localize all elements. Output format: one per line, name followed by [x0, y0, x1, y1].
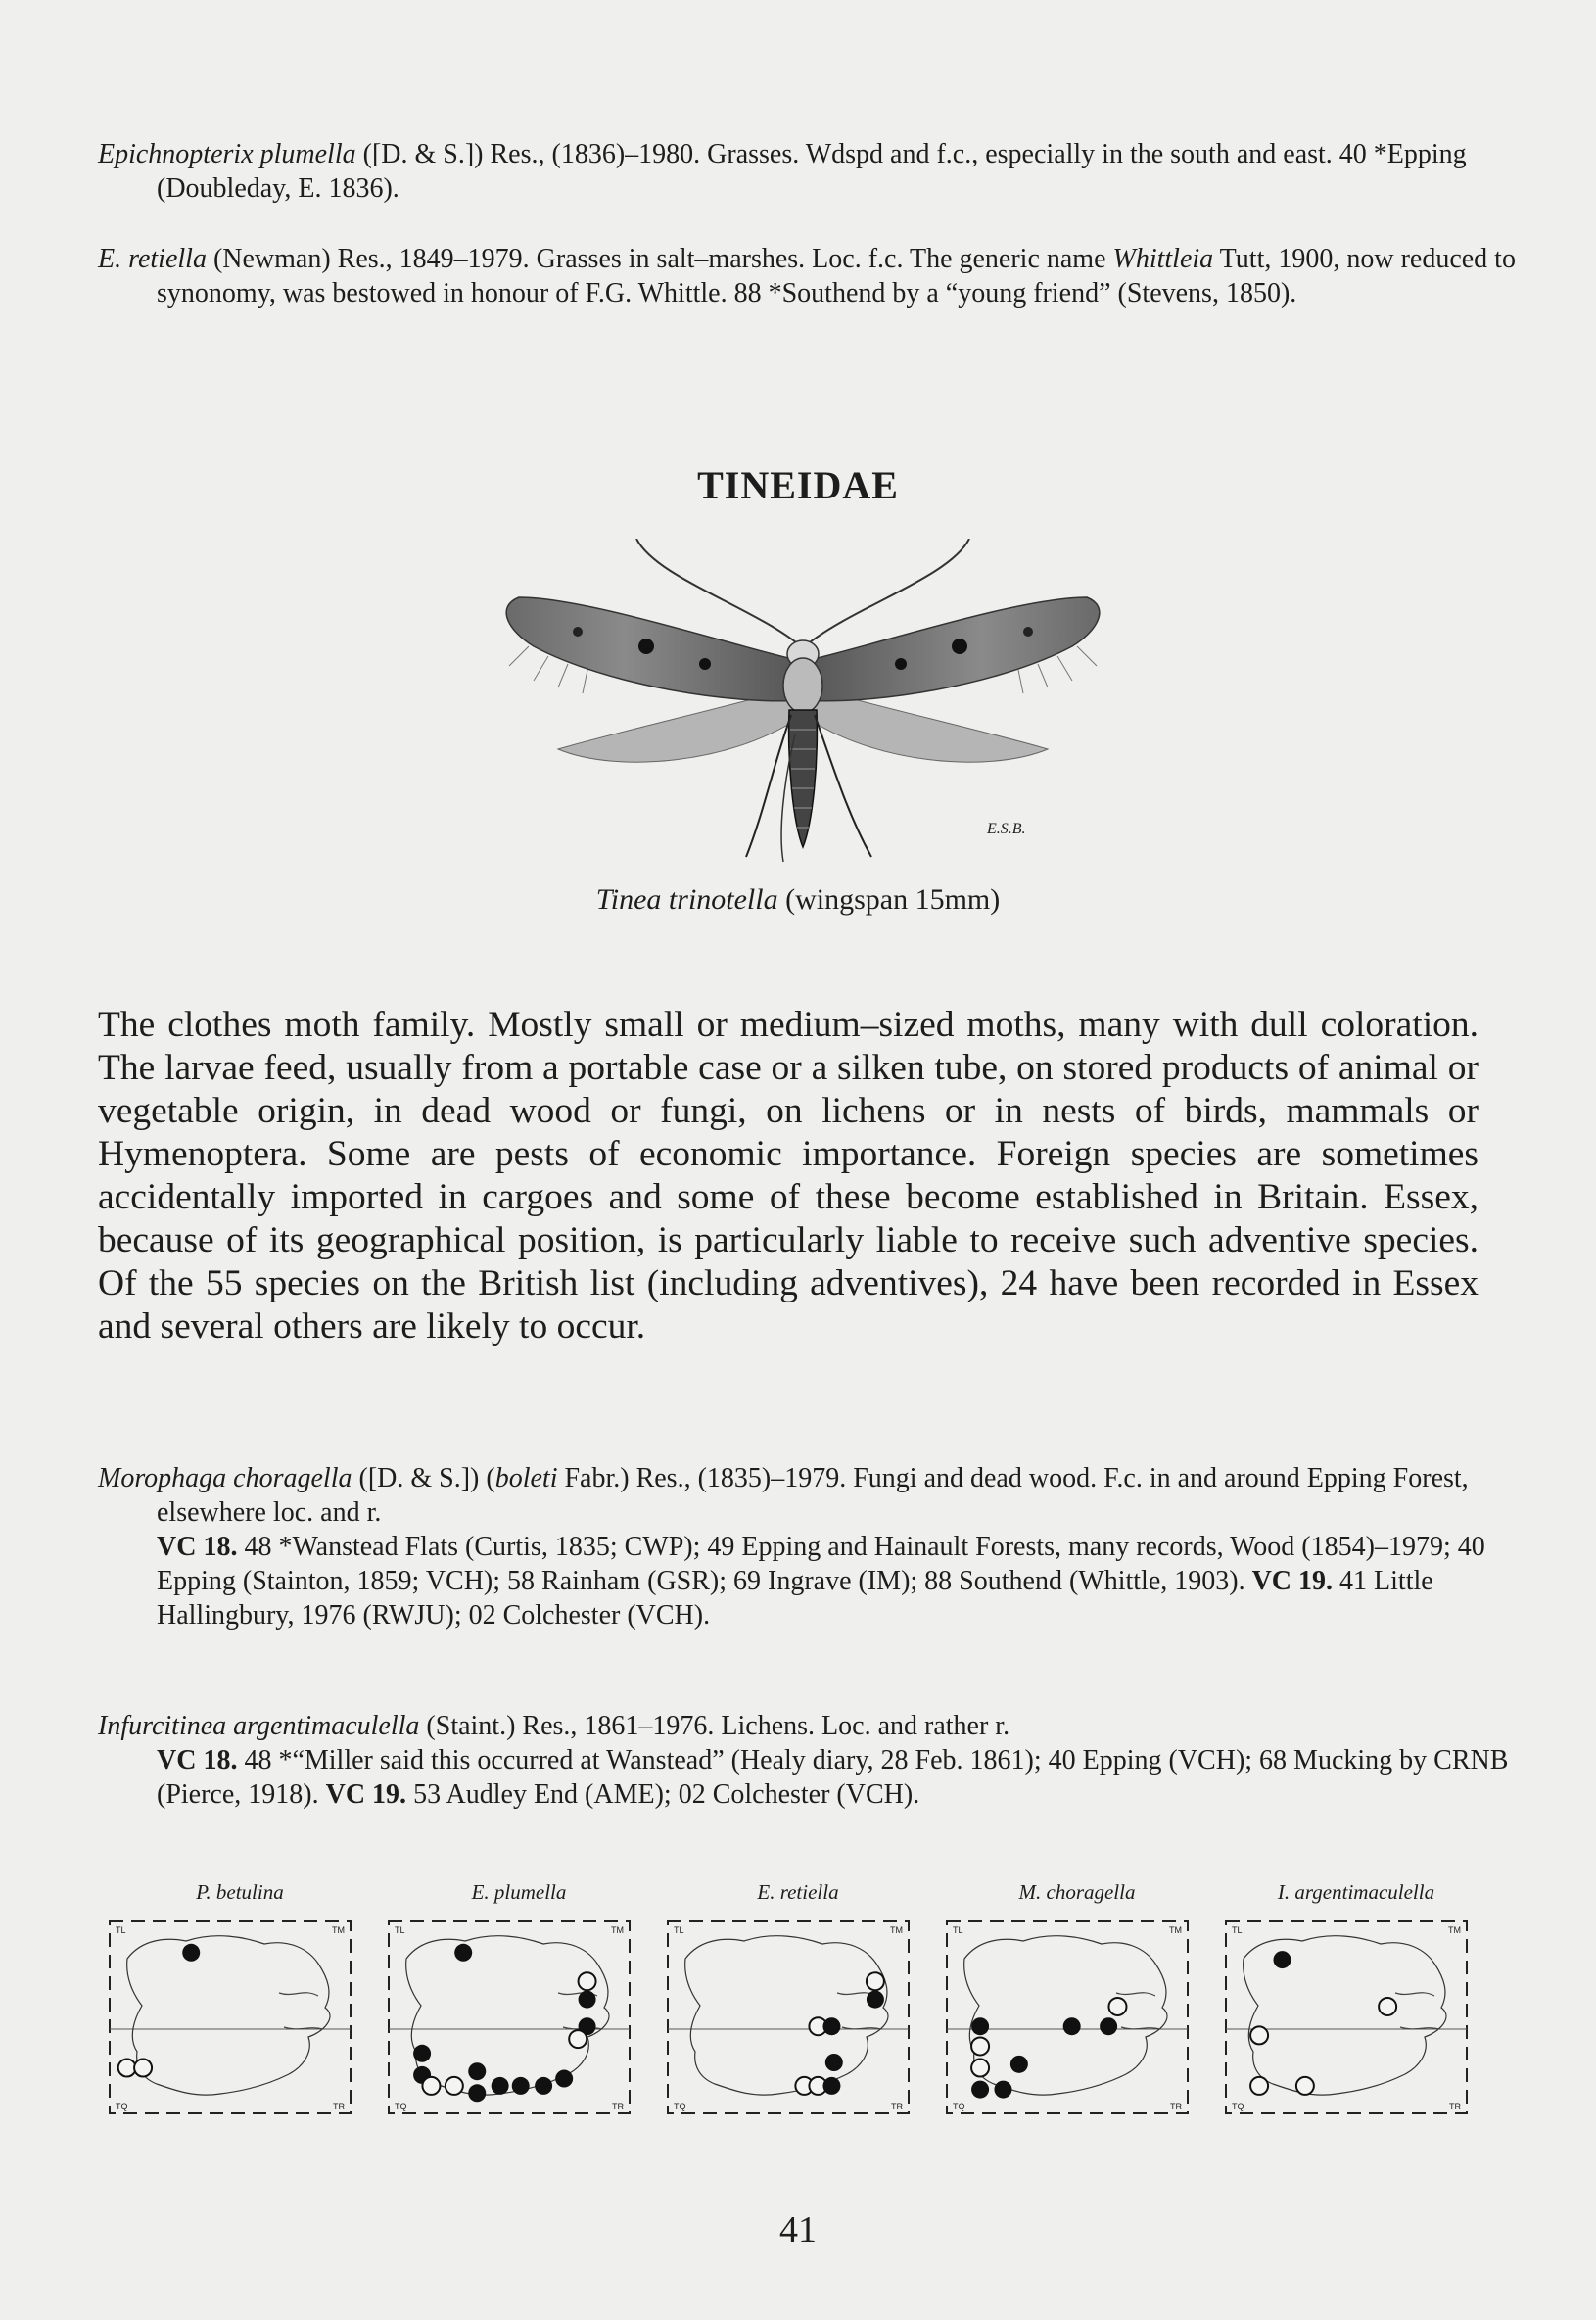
distribution-map	[1224, 1880, 1488, 2135]
record-dot-filled	[1100, 2017, 1117, 2035]
grid-square-label: TL	[395, 1925, 405, 1935]
species-entry-retiella	[98, 242, 1537, 310]
grid-square-label: TM	[890, 1925, 903, 1935]
grid-square-label: TR	[333, 2102, 345, 2111]
record-dot-open	[422, 2077, 440, 2095]
record-dot-filled	[971, 2017, 989, 2035]
grid-square-label: TQ	[1232, 2102, 1244, 2111]
estuary-line	[279, 1993, 323, 2029]
entry-text: ([D. & S.]) (	[352, 1463, 495, 1493]
record-dot-filled	[822, 2077, 840, 2095]
record-dot-open	[579, 1972, 596, 1990]
record-dot-open	[1108, 1998, 1126, 2015]
record-dot-filled	[468, 2062, 486, 2080]
map-title: I. argentimaculella	[1277, 1880, 1435, 1904]
record-dot-open	[971, 2060, 989, 2077]
species-entry-argentimaculella	[98, 1709, 1537, 1812]
record-dot-filled	[454, 1944, 472, 1962]
record-dot-filled	[1063, 2017, 1081, 2035]
county-outline	[685, 1936, 888, 2095]
grid-square-label: TR	[891, 2102, 903, 2111]
distribution-maps	[108, 1880, 1479, 2135]
vice-county-label: VC 18.	[157, 1532, 238, 1562]
record-dot-open	[569, 2030, 587, 2048]
map-title: P. betulina	[196, 1880, 284, 1904]
map-figure	[108, 1919, 352, 2115]
species-entry-choragella	[98, 1461, 1537, 1633]
grid-square-label: TQ	[674, 2102, 686, 2111]
species-name: plumella	[259, 139, 356, 169]
grid-square-label: TR	[1449, 2102, 1461, 2111]
species-name: retiella	[128, 244, 207, 274]
grid-square-label: TM	[611, 1925, 624, 1935]
record-dot-filled	[822, 2017, 840, 2035]
county-outline	[406, 1936, 609, 2095]
grid-square-label: TL	[1232, 1925, 1243, 1935]
map-title: E. retiella	[757, 1880, 839, 1904]
record-dot-filled	[579, 1991, 596, 2009]
illustration-caption	[0, 883, 1596, 917]
species-name: Morophaga choragella	[98, 1463, 352, 1493]
record-dot-filled	[413, 2045, 431, 2062]
record-dot-filled	[182, 1944, 200, 1962]
grid-square-label: TM	[1169, 1925, 1182, 1935]
entry-text-cont: Fabr.) Res., (1835)–1979. Fungi and dead wood. F.c. in and around Epping Forest, elsewhere loc. and r.	[157, 1463, 1469, 1528]
distribution-map	[108, 1880, 372, 2135]
grid-square-label: TR	[1170, 2102, 1182, 2111]
record-dot-filled	[825, 2054, 843, 2071]
grid-square-label: TQ	[395, 2102, 407, 2111]
grid-square-label: TL	[116, 1925, 126, 1935]
record-dot-open	[1379, 1998, 1396, 2015]
illustrator-signature: E.S.B.	[987, 821, 1026, 837]
record-dot-open	[1250, 2077, 1268, 2095]
map-figure	[387, 1919, 632, 2115]
vice-county-label: VC 18.	[157, 1745, 238, 1776]
map-title: E. plumella	[471, 1880, 567, 1904]
map-figure	[945, 1919, 1190, 2115]
family-heading: TINEIDAE	[697, 463, 899, 507]
vice-county-label: VC 19.	[1251, 1566, 1334, 1596]
grid-square-label: TQ	[953, 2102, 965, 2111]
vc19-records: 53 Audley End (AME); 02 Colchester (VCH).	[406, 1779, 920, 1810]
vc18-records: 48 *“Miller said this occurred at Wanstead” (Healy diary, 28 Feb. 1861); 40 Epping (VCH); 68 Mucking by CRNB (Pierce, 1918).	[157, 1745, 1509, 1810]
record-dot-open	[1296, 2077, 1314, 2095]
record-dot-open	[118, 2060, 136, 2077]
record-dot-open	[446, 2077, 463, 2095]
record-dot-open	[867, 1972, 884, 1990]
map-figure	[666, 1919, 911, 2115]
distribution-map	[387, 1880, 651, 2135]
grid-square-label: TR	[612, 2102, 624, 2111]
record-dot-filled	[555, 2070, 573, 2088]
synonym-name: boleti	[494, 1463, 558, 1493]
caption-rest: (wingspan 15mm)	[777, 883, 1001, 916]
county-outline	[964, 1936, 1167, 2095]
genus-name: Epichnopterix	[98, 139, 254, 169]
map-figure	[1224, 1919, 1469, 2115]
grid-square-label: TL	[674, 1925, 684, 1935]
record-dot-filled	[535, 2077, 552, 2095]
record-dot-filled	[468, 2084, 486, 2102]
genus-name: E.	[98, 244, 122, 274]
record-dot-filled	[867, 1991, 884, 2009]
vice-county-label: VC 19.	[325, 1779, 407, 1810]
map-frame	[110, 1921, 351, 2113]
grid-square-label: TM	[1448, 1925, 1461, 1935]
synonym-genus: Whittleia	[1112, 244, 1214, 274]
map-frame	[668, 1921, 909, 2113]
map-title: M. choragella	[1018, 1880, 1136, 1904]
grid-square-label: TL	[953, 1925, 963, 1935]
species-name: Infurcitinea argentimaculella	[98, 1711, 420, 1741]
county-outline	[127, 1936, 330, 2095]
vc18-records: 48 *Wanstead Flats (Curtis, 1835; CWP); 49 Epping and Hainault Forests, many records, Wood (1854)–1979; 40 Epping (Stainton, 1859; VCH); 58 Rainham (GSR); 69 Ingrave (IM); 88 Southend (Whittle, 1903).	[157, 1532, 1485, 1596]
entry-text: (Staint.) Res., 1861–1976. Lichens. Loc. and rather r.	[419, 1711, 1010, 1741]
grid-square-label: TQ	[116, 2102, 128, 2111]
entry-text: (Newman) Res., 1849–1979. Grasses in salt–marshes. Loc. f.c. The generic name	[206, 244, 1113, 274]
entry-text-cont: Tutt, 1900, now reduced to synonomy, was bestowed in honour of F.G. Whittle. 88 *Southend by a “young friend” (Stevens, 1850).	[157, 244, 1516, 308]
record-dot-open	[1250, 2026, 1268, 2044]
record-dot-filled	[1273, 1951, 1291, 1968]
grid-square-label: TM	[332, 1925, 345, 1935]
vc19-records: 41 Little Hallingbury, 1976 (RWJU); 02 Colchester (VCH).	[157, 1566, 1433, 1631]
page-number: 41	[779, 2209, 817, 2250]
record-dot-filled	[994, 2081, 1011, 2099]
caption-species: Tinea trinotella	[595, 883, 778, 916]
record-dot-filled	[512, 2077, 530, 2095]
record-dot-open	[971, 2037, 989, 2055]
distribution-map	[666, 1880, 930, 2135]
record-dot-filled	[1010, 2056, 1028, 2073]
distribution-map	[945, 1880, 1209, 2135]
record-dot-filled	[492, 2077, 509, 2095]
record-dot-open	[134, 2060, 152, 2077]
family-introduction: The clothes moth family. Mostly small or medium–sized moths, many with dull coloration. The larvae feed, usually from a portable case or a silken tube, on stored products of animal or vegetable origin, in dead wood or fungi, on lichens or in nests of birds, mammals or Hymenoptera. Some are pests of economic importance. Foreign species are sometimes accidentally imported in cargoes and some of these become established in Britain. Essex, because of its geographical position, is particularly liable to receive such adventive species. Of the 55 species on the British list (including adventives), 24 have been recorded in Essex and several others are likely to occur.	[98, 1005, 1479, 1347]
species-entry-plumella	[98, 137, 1537, 206]
record-dot-filled	[971, 2081, 989, 2099]
entry-text: ([D. & S.]) Res., (1836)–1980. Grasses. Wdspd and f.c., especially in the south and east. 40 *Epping (Doubleday, E. 1836).	[157, 139, 1467, 204]
estuary-line	[1395, 1993, 1439, 2029]
